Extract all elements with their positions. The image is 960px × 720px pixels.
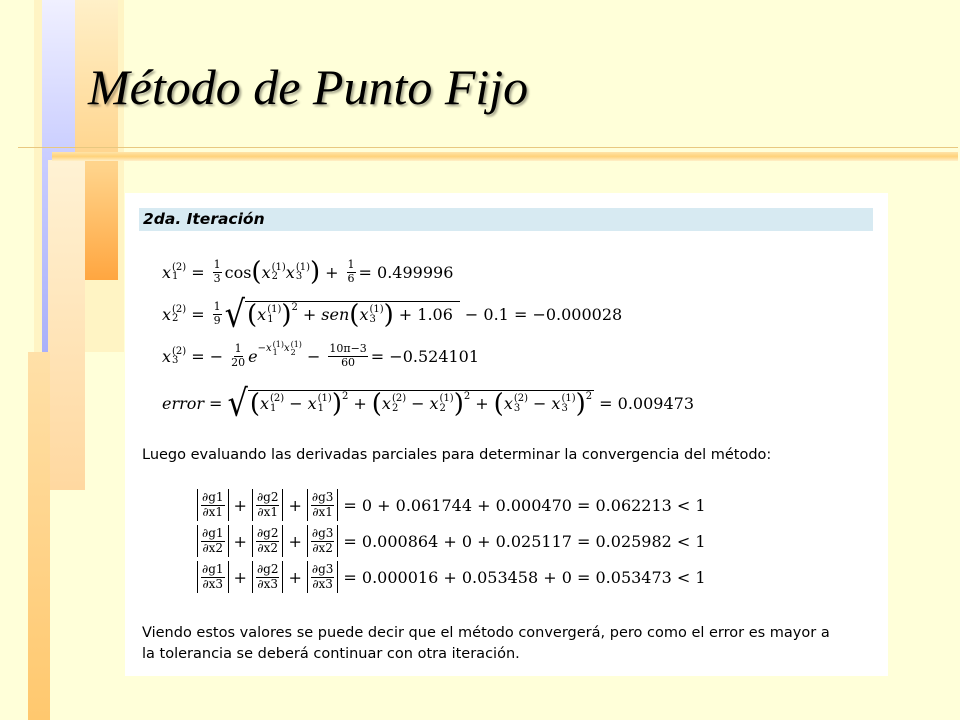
decor-bar-orange-narrow — [28, 352, 50, 720]
x1-result: = 0.499996 — [358, 262, 454, 282]
derivative-row-x3: ∂g1 ∂x3 + ∂g2 ∂x3 + ∂g3 ∂x3 = 0.000016 + 0.053458 + 0 = 0.053473 < 1 — [197, 560, 711, 594]
paragraph-derivatives: Luego evaluando las derivadas parciales para determinar la convergencia del método: — [142, 447, 772, 463]
decor-bar-peach — [48, 160, 85, 490]
derivative-row-x1: ∂g1 ∂x1 + ∂g2 ∂x1 + ∂g3 ∂x1 = 0 + 0.061744 + 0.000470 = 0.062213 < 1 — [197, 488, 711, 522]
error-result: = 0.009473 — [599, 393, 694, 413]
x3-result: = −0.524101 — [370, 346, 480, 366]
iteration-panel — [125, 193, 888, 676]
slide-title: Método de Punto Fijo — [88, 59, 529, 115]
derivative-row-x2: ∂g1 ∂x2 + ∂g2 ∂x2 + ∂g3 ∂x2 = 0.000864 + 0 + 0.025117 = 0.025982 < 1 — [197, 524, 711, 558]
title-rule-thin — [18, 147, 958, 148]
x2-result: − 0.1 = −0.000028 — [464, 304, 623, 324]
equation-error: error = √ ( x (2) 1 − x (1) 1 ) $^2$ + ( x (2) 2 − x (1) 2 ) $^2$ + ( x (2) 3 − x (1) 3 ) $^2$ = 0.009473 — [162, 381, 694, 425]
iteration-header: 2da. Iteración — [139, 208, 873, 231]
title-rule-thick — [52, 152, 958, 161]
paragraph-conclusion: Viendo estos valores se puede decir que el método convergerá, pero como el error es mayor a la tolerancia se deberá continuar con otra iteración. — [142, 625, 830, 662]
equation-x1: x (2) 1 = $\frac{1}{3}$ cos ( x (1) 2 x (1) 3 ) + $\frac{1}{6}$ = 0.499996 — [162, 257, 454, 287]
equation-x2: x (2) 2 = $\frac{1}{9}$ √ ( x (1) 1 ) $^2$ + sen ( x (1) 3 ) + 1.06 − 0.1 = −0.000028 — [162, 292, 623, 336]
equation-x3: x (2) 3 = − $\frac{1}{20}$ e −x (1) 1 x (1) 2 − $\frac{10\pi-3}{60}$ = −0.524101 — [162, 340, 480, 369]
